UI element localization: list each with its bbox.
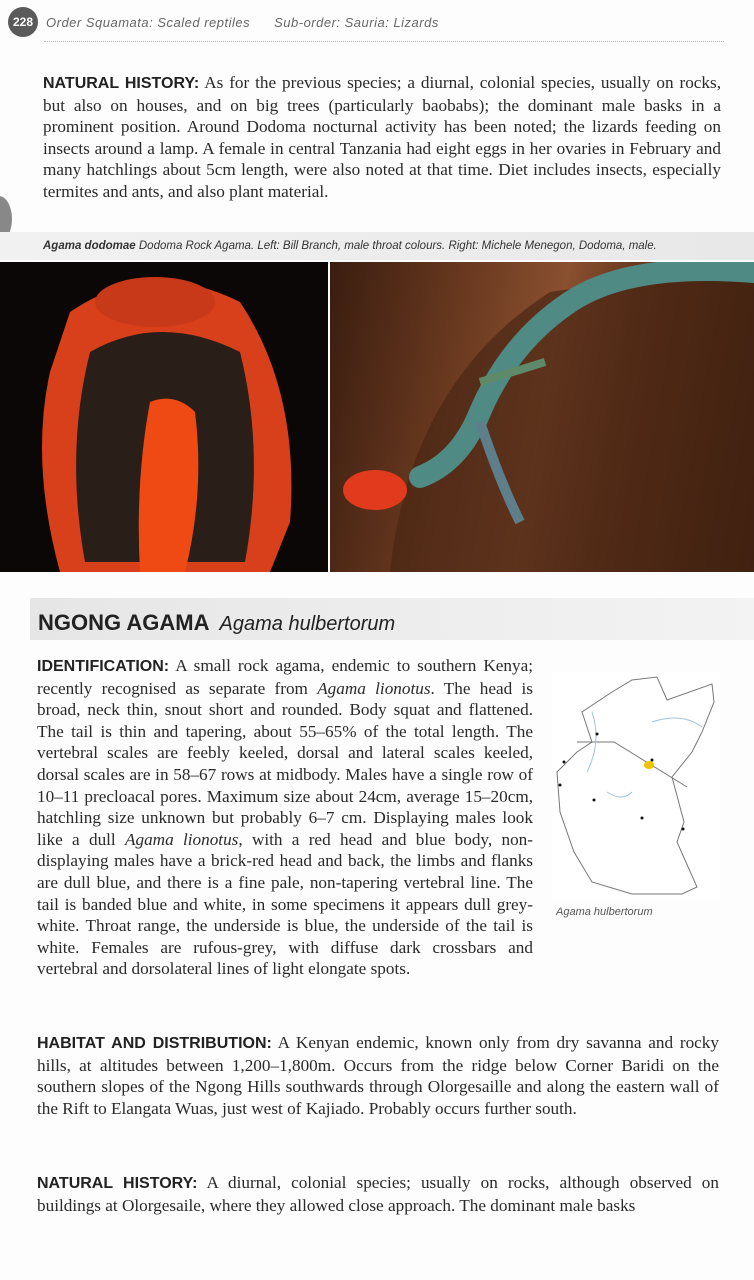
species-title	[38, 610, 395, 636]
text: , with a red head and blue body, non-displaying males have a brick-red head and back, the limbs and flanks are dull blue, and there is a fine pale, non-tapering vertebral line. The tail is banded blue and white, in some specimens it appears dull grey-white. Throat range, the underside is blue, the underside of the tail is white. Females are rufous-grey, with diffuse dark crossbars and vertebral and dorsolateral lines of light elongate spots.	[37, 829, 533, 979]
identification	[37, 655, 533, 980]
photo-caption	[43, 240, 657, 252]
suborder-label: Sub-order: Sauria: Lizards	[274, 14, 439, 30]
species-ref: Agama lionotus	[317, 678, 431, 698]
header-divider	[44, 41, 724, 42]
section-text: A Kenyan endemic, known only from dry savanna and rocky hills, at altitudes between 1,200–1,800m. Occurs from the ridge below Corner Baridi on the southern slopes of the Ngong Hills southwards through Olorgesaille and along the eastern wall of the Rift to Elangata Wuas, just west of Kajiado. Probably occurs further south.	[37, 1033, 719, 1118]
map-outline	[552, 672, 720, 900]
section-text: A diurnal, colonial species; usually on rocks, although observed on buildings at Olorgesaile, where they allowed close approach. The dominant male basks	[37, 1173, 719, 1215]
caption-species: Agama dodomae	[43, 240, 136, 252]
habitat-distribution	[37, 1032, 719, 1119]
order-label: Order Squamata: Scaled reptiles	[46, 14, 251, 30]
map-caption: Agama hulbertorum	[556, 906, 653, 918]
section-text: As for the previous species; a diurnal, colonial species, usually on rocks, but also on houses, and on big trees (particularly baobabs); the dominant male basks in a prominent position. Around Dodoma nocturnal activity has been noted; the lizards feeding on insects around a lamp. A female in central Tanzania had eight eggs in her ovaries in February and many hatchlings about 5cm length, were also noted at that time. Diet includes insects, especially termites and ants, and also plant material.	[43, 73, 721, 201]
photo-male-dodoma	[330, 262, 754, 572]
page-number: 228	[8, 7, 38, 37]
photo-throat-colours	[0, 262, 328, 572]
lizard-male-image	[330, 262, 754, 572]
prev-natural-history	[43, 72, 721, 203]
lizard-throat-image	[0, 262, 328, 572]
running-header	[8, 7, 439, 37]
species-ref: Agama lionotus	[125, 829, 239, 849]
text: A small rock agama, endemic to southern Kenya; recently recognised as separate from	[37, 656, 533, 698]
section-label: NATURAL HISTORY:	[43, 75, 200, 92]
section-label: HABITAT AND DISTRIBUTION:	[37, 1035, 272, 1052]
range-marker	[644, 761, 654, 769]
scientific-name: Agama hulbertorum	[219, 613, 396, 635]
section-label: NATURAL HISTORY:	[37, 1175, 198, 1192]
text: . The head is broad, neck thin, snout short and rounded. Body squat and flattened. The tail is thin and tapering, about 55–65% of the total length. The vertebral scales are feebly keeled, dorsal and lateral scales keeled, dorsal scales are in 58–67 rows at midbody. Males have a single row of 10–11 precloacal pores. Maximum size about 24cm, average 15–20cm, hatchling size unknown but probably 6–7 cm. Displaying males look like a dull	[37, 678, 533, 849]
caption-text: Dodoma Rock Agama. Left: Bill Branch, male throat colours. Right: Michele Menegon, Dodoma, male.	[138, 240, 657, 252]
section-label: IDENTIFICATION:	[37, 658, 170, 675]
distribution-map	[552, 672, 720, 900]
common-name: NGONG AGAMA	[38, 610, 210, 635]
natural-history	[37, 1172, 719, 1216]
